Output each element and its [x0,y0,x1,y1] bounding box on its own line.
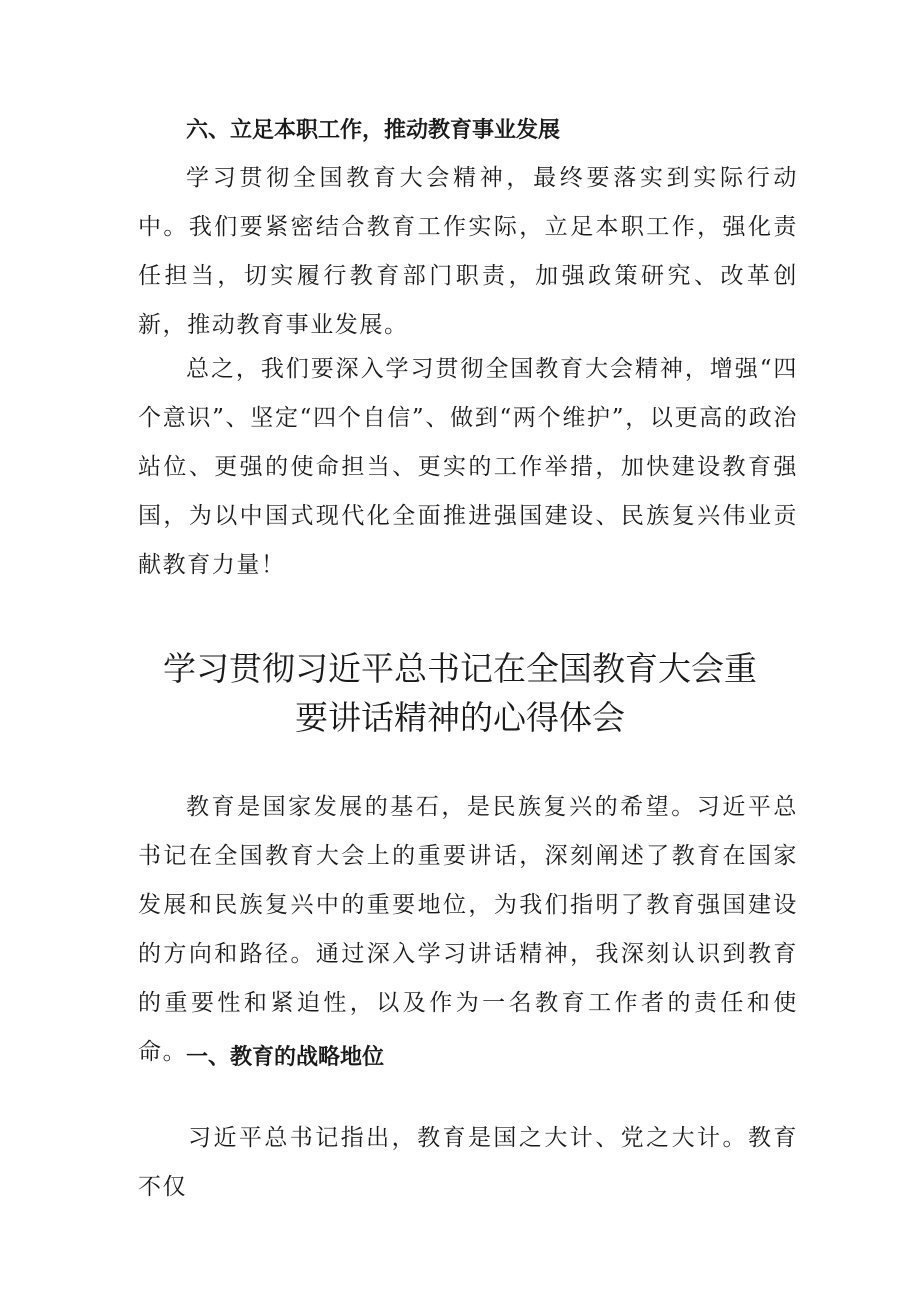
article-title-line-2: 要讲话精神的心得体会 [295,698,625,737]
section-one-heading: 一、教育的战略地位 [186,1045,385,1070]
article-intro-paragraph: 教育是国家发展的基石，是民族复兴的希望。习近平总书记在全国教育大会上的重要讲话，深刻阐述了教育在国家发展和民族复兴中的重要地位，为我们指明了教育强国建设的方向和路径。通过深入学习讲话精神，我深刻认识到教育的重要性和紧迫性，以及作为一名教育工作者的责任和使命。 [138,794,798,1065]
section-six-heading: 六、立足本职工作，推动教育事业发展 [186,118,561,143]
article-title-line-1: 学习贯彻习近平总书记在全国教育大会重 [163,649,757,688]
article-title [0,644,920,742]
conclusion-paragraph: 总之，我们要深入学习贯彻全国教育大会精神，增强“四个意识”、坚定“四个自信”、做到“两个维护”，以更高的政治站位、更强的使命担当、更实的工作举措，加快建设教育强国，为以中国式现代化全面推进强国建设、民族复兴伟业贡献教育力量！ [138,356,798,578]
section-one-paragraph: 习近平总书记指出，教育是国之大计、党之大计。教育不仅 [138,1125,798,1200]
section-six-paragraph: 学习贯彻全国教育大会精神，最终要落实到实际行动中。我们要紧密结合教育工作实际，立足本职工作，强化责任担当，切实履行教育部门职责，加强政策研究、改革创新，推动教育事业发展。 [138,165,798,338]
